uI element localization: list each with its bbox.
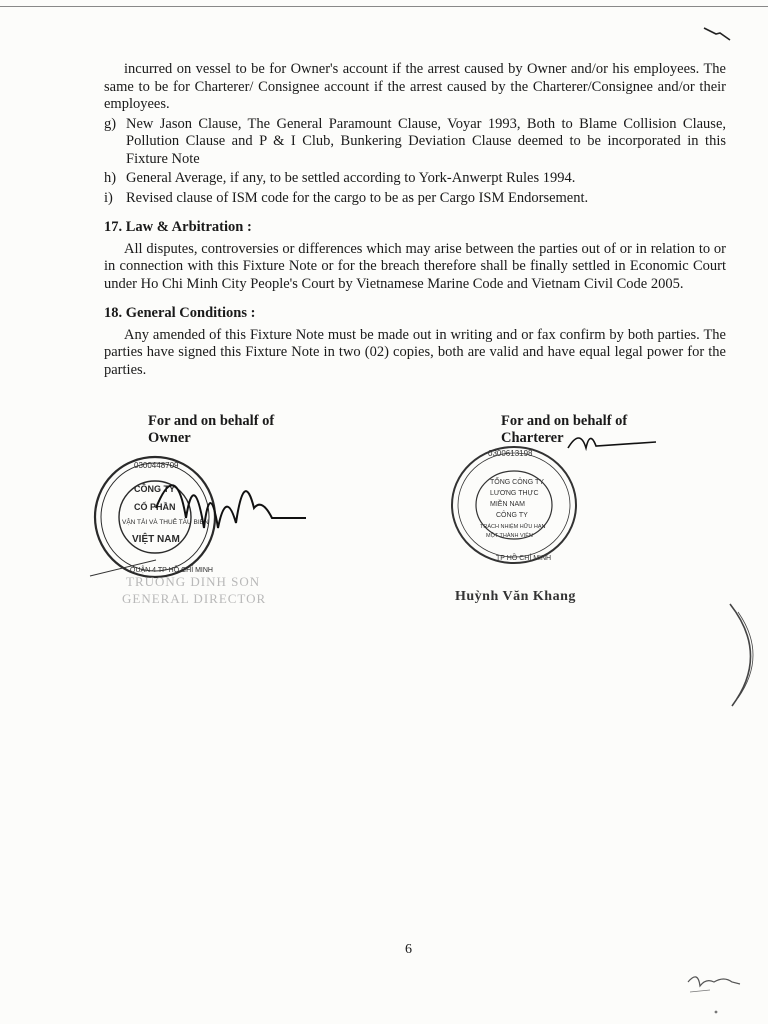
- clause-text: Revised clause of ISM code for the cargo to be as per Cargo ISM Endorsement.: [126, 189, 589, 206]
- svg-text:VẬN TẢI VÀ THUÊ TÀU BIỂN: VẬN TẢI VÀ THUÊ TÀU BIỂN: [122, 519, 209, 526]
- charterer-behalf-label: For and on behalf of: [501, 413, 628, 429]
- clause-label: g): [104, 115, 117, 132]
- svg-text:CÔNG TY: CÔNG TY: [134, 484, 176, 494]
- charterer-company-seal: [444, 440, 584, 570]
- clause-text: New Jason Clause, The General Paramount Clause, Voyar 1993, Both to Blame Collision Clause, Pollution Clause and P & I Club, Bunkering Deviation Clause deemed to be incorporated in this Fixture Note: [126, 115, 726, 167]
- svg-text:0300448709: 0300448709: [134, 461, 179, 470]
- owner-printed-title: GENERAL DIRECTOR: [122, 591, 267, 606]
- svg-text:LƯƠNG THỰC: LƯƠNG THỰC: [490, 490, 539, 497]
- svg-text:CÔNG TY: CÔNG TY: [496, 512, 528, 519]
- top-border-line: [0, 6, 768, 7]
- svg-text:MỘT THÀNH VIÊN: MỘT THÀNH VIÊN: [486, 533, 533, 539]
- svg-text:QUẬN 4 TP HỒ CHÍ MINH: QUẬN 4 TP HỒ CHÍ MINH: [130, 567, 213, 574]
- clause-text: General Average, if any, to be settled according to York-Anwerpt Rules 1994.: [126, 170, 576, 186]
- bottom-initials-mark: [680, 968, 750, 1018]
- pen-mark-icon: [702, 24, 732, 44]
- svg-text:TỔNG CÔNG TY: TỔNG CÔNG TY: [490, 479, 544, 486]
- section-18-text: Any amended of this Fixture Note must be made out in writing and or fax confirm by both parties. The parties have signed this Fixture Note in two (02) copies, both are valid and have equal legal power for the parties.: [104, 326, 726, 378]
- svg-text:TP HỒ CHÍ MINH: TP HỒ CHÍ MINH: [496, 555, 552, 562]
- owner-signature-heading: [148, 413, 274, 447]
- svg-text:0300613198: 0300613198: [488, 449, 533, 458]
- continued-paragraph: incurred on vessel to be for Owner's account if the arrest caused by Owner and/or his employees. The same to be for Charterer/ Consignee account if the arrest caused by the Charterer/Consignee and/or their employees.: [104, 61, 726, 112]
- clause-g: [104, 116, 726, 169]
- owner-printed-name: TRUONG DINH SON: [126, 574, 261, 589]
- page-number: 6: [405, 942, 412, 957]
- section-17-heading: 17. Law & Arbitration :: [104, 219, 252, 235]
- svg-text:TRÁCH NHIỆM HỮU HẠN: TRÁCH NHIỆM HỮU HẠN: [480, 524, 546, 530]
- clause-i: [104, 190, 726, 208]
- clause-h: [104, 170, 726, 188]
- clause-label: h): [104, 170, 117, 186]
- owner-label: Owner: [148, 430, 191, 446]
- svg-text:VIỆT NAM: VIỆT NAM: [132, 534, 180, 545]
- owner-behalf-label: For and on behalf of: [148, 413, 275, 429]
- clause-label: i): [104, 189, 113, 206]
- svg-text:CỔ PHẦN: CỔ PHẦN: [134, 502, 176, 512]
- svg-text:MIỀN NAM: MIỀN NAM: [490, 501, 525, 508]
- partial-seal-edge: [724, 600, 768, 710]
- charterer-label: Charterer: [501, 430, 564, 446]
- owner-handwritten-signature: [86, 448, 316, 588]
- section-17-text: All disputes, controversies or differences which may arise between the parties out of or in relation to or in connection with this Fixture Note or for the breach therefore shall be finally settled in Economic Court under Ho Chi Minh City People's Court by Vietnamese Marine Code and Vietnam Civil Code 2005.: [104, 240, 726, 292]
- document-body: [104, 61, 726, 379]
- charterer-printed-name: Huỳnh Văn Khang: [455, 589, 576, 604]
- section-18-heading: 18. General Conditions :: [104, 305, 256, 321]
